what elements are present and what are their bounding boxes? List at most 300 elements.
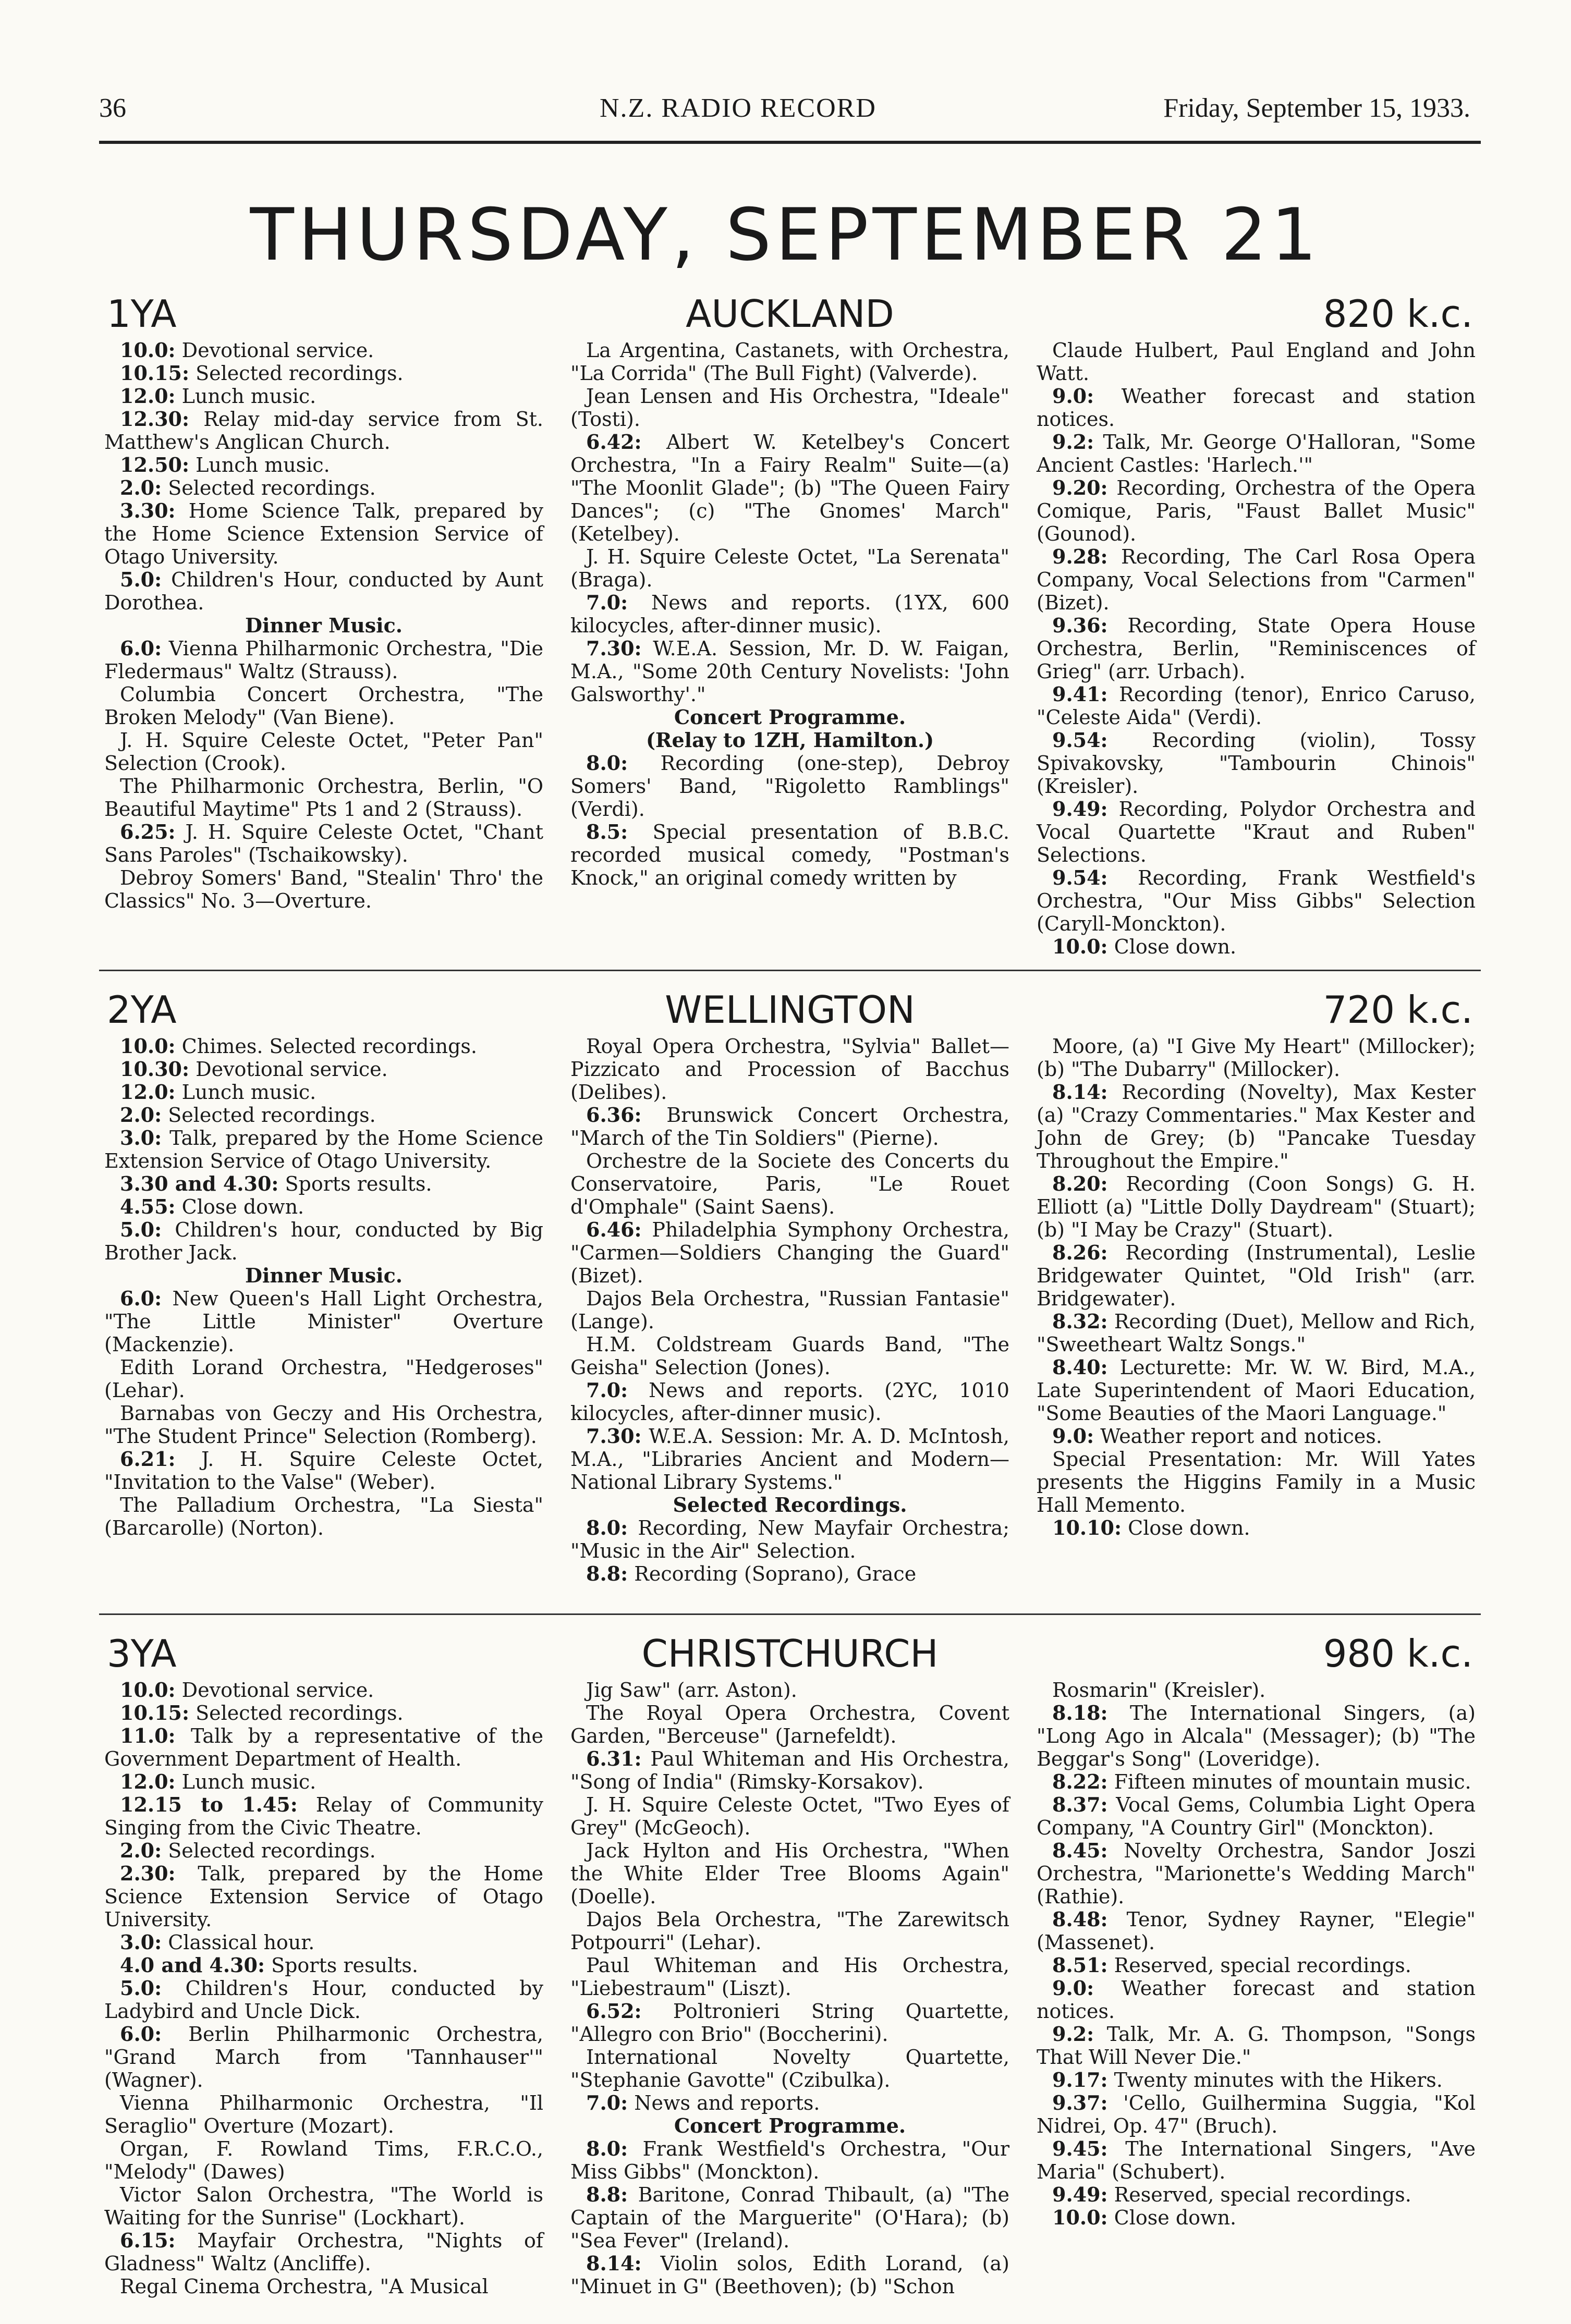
programme-entry (1037, 1954, 1476, 1977)
page-number: 36 (99, 93, 126, 123)
programme-entry (104, 1195, 543, 1218)
programme-entry (570, 2046, 1009, 2091)
entry-text: Recording (Coon Songs) G. H. Elliott (a) "Little Dolly Daydream" (Stuart); (b) "I May be Crazy" (Stuart). (1037, 1172, 1476, 1241)
entry-text: Dinner Music. (245, 614, 403, 637)
programme-entry (1037, 1702, 1476, 1770)
entry-text: Close down. (1114, 935, 1237, 958)
programme-entry (104, 499, 543, 568)
entry-text: J. H. Squire Celeste Octet, "La Serenata" (Braga). (570, 545, 1009, 591)
entry-text: Recording, New Mayfair Orchestra; "Music in the Air" Selection. (570, 1516, 1009, 1562)
entry-time: 9.49: (1052, 797, 1108, 821)
entry-time: 12.30: (120, 407, 190, 431)
entry-text: Recording, Frank Westfield's Orchestra, "Our Miss Gibbs" Selection (Caryll-Monckton). (1037, 866, 1476, 935)
entry-text: Recording (violin), Tossy Spivakovsky, "Tambourin Chinois" (Kreisler). (1037, 729, 1476, 798)
programme-entry (104, 2275, 543, 2298)
entry-text: Jean Lensen and His Orchestra, "Ideale" (Tosti). (570, 385, 1009, 431)
programme-entry (1037, 431, 1476, 476)
programme-entry (1037, 1356, 1476, 1425)
entry-text: Vienna Philharmonic Orchestra, "Die Fledermaus" Waltz (Strauss). (104, 637, 543, 683)
programme-entry (104, 476, 543, 499)
programme-entry (104, 1702, 543, 1724)
entry-time: 4.0 and 4.30: (120, 1953, 265, 1977)
programme-entry (570, 1333, 1009, 1379)
entry-text: Lunch music. (181, 385, 316, 408)
programme-entry (104, 2091, 543, 2137)
entry-text: Regal Cinema Orchestra, "A Musical (120, 2275, 489, 2298)
call-sign: 1YA (107, 292, 177, 336)
programme-entry (570, 637, 1009, 706)
programme-entry (104, 637, 543, 683)
entry-text: Recording (Duet), Mellow and Rich, "Sweetheart Waltz Songs." (1037, 1310, 1476, 1356)
programme-entry (570, 1035, 1009, 1104)
programme-entry (104, 1127, 543, 1172)
programme-entry (104, 1058, 543, 1081)
programme-column (570, 1035, 1009, 1585)
frequency: 980 k.c. (1323, 1632, 1473, 1675)
entry-time: 8.22: (1052, 1770, 1108, 1793)
entry-time: 9.36: (1052, 614, 1108, 637)
programme-entry (570, 1516, 1009, 1562)
frequency: 820 k.c. (1323, 292, 1473, 336)
entry-time: 9.2: (1052, 2022, 1094, 2046)
programme-entry (1037, 2183, 1476, 2206)
programme-entry (1037, 935, 1476, 958)
programme-entry (570, 385, 1009, 431)
entry-time: 10.30: (120, 1057, 190, 1081)
entry-time: 9.17: (1052, 2068, 1108, 2091)
entry-text: The Royal Opera Orchestra, Covent Garden, "Berceuse" (Jarnefeldt). (570, 1702, 1009, 1747)
entry-time: 11.0: (120, 1724, 176, 1747)
section-rule (99, 1613, 1481, 1615)
programme-entry (570, 1425, 1009, 1494)
programme-entry (1037, 798, 1476, 866)
entry-time: 6.46: (586, 1218, 642, 1241)
entry-text: Selected recordings. (168, 476, 376, 499)
entry-text: Weather forecast and station notices. (1037, 1977, 1476, 2023)
entry-time: 3.30: (120, 499, 176, 522)
entry-text: Lunch music. (196, 454, 330, 476)
magazine-title: N.Z. RADIO RECORD (600, 93, 876, 123)
entry-text: Recording (Novelty), Max Kester (a) "Crazy Commentaries." Max Kester and John de Grey; (b) "Pancake Tuesday Throughout the Empire." (1037, 1081, 1476, 1172)
entry-time: 8.18: (1052, 1701, 1108, 1724)
entry-text: Lecturette: Mr. W. W. Bird, M.A., Late Superintendent of Maori Education, "Some Beauties of the Maori Language." (1037, 1356, 1476, 1425)
entry-text: Recording (tenor), Enrico Caruso, "Celeste Aida" (Verdi). (1037, 683, 1476, 729)
entry-text: Recording, State Opera House Orchestra, Berlin, "Reminiscences of Grieg" (arr. Urbach). (1037, 614, 1476, 683)
programme-entry (104, 1494, 543, 1539)
entry-text: Weather report and notices. (1100, 1425, 1382, 1448)
page-header (99, 93, 1486, 129)
programme-entry (1037, 1241, 1476, 1310)
programme-entry (570, 339, 1009, 385)
entry-text: Talk, Mr. George O'Halloran, "Some Ancient Castles: 'Harlech.'" (1037, 431, 1476, 476)
entry-text: Sports results. (285, 1172, 432, 1195)
entry-text: Special presentation of B.B.C. recorded musical comedy, "Postman's Knock," an original comedy written by (570, 821, 1009, 889)
programme-entry (1037, 1977, 1476, 2023)
programme-column (104, 1035, 543, 1585)
entry-text: Special Presentation: Mr. Will Yates presents the Higgins Family in a Music Hall Memento. (1037, 1448, 1476, 1516)
programme-entry (104, 339, 543, 362)
entry-text: Claude Hulbert, Paul England and John Watt. (1037, 339, 1476, 385)
entry-text: International Novelty Quartette, "Stephanie Gavotte" (Czibulka). (570, 2046, 1009, 2091)
entry-text: Close down. (181, 1195, 305, 1218)
entry-text: The International Singers, (a) "Long Ago in Alcala" (Messager); (b) "The Beggar's Song" (Loveridge). (1037, 1702, 1476, 1770)
entry-text: News and reports. (2YC, 1010 kilocycles, after-dinner music). (570, 1379, 1009, 1425)
programme-entry (104, 821, 543, 866)
programme-entry (570, 1954, 1009, 2000)
entry-time: 12.50: (120, 453, 190, 476)
entry-time: 8.8: (586, 2183, 628, 2206)
entry-text: The Philharmonic Orchestra, Berlin, "O Beautiful Maytime" Pts 1 and 2 (Strauss). (104, 775, 543, 821)
entry-text: Talk, Mr. A. G. Thompson, "Songs That Will Never Die." (1037, 2023, 1476, 2069)
entry-text: Relay of Community Singing from the Civic Theatre. (104, 1793, 543, 1839)
entry-text: Paul Whiteman and His Orchestra, "Song of India" (Rimsky-Korsakov). (570, 1747, 1009, 1793)
day-banner: THURSDAY, SEPTEMBER 21 (250, 193, 1321, 277)
entry-text: Berlin Philharmonic Orchestra, "Grand March from 'Tannhauser'" (Wagner). (104, 2023, 543, 2091)
programme-entry (104, 775, 543, 821)
entry-time: 12.0: (120, 1770, 176, 1793)
programme-entry (570, 545, 1009, 591)
entry-time: 6.25: (120, 820, 176, 843)
programme-entry (104, 1679, 543, 1702)
programme-entry (1037, 1839, 1476, 1908)
programme-entry (570, 1379, 1009, 1425)
entry-time: 10.15: (120, 361, 190, 385)
entry-time: 8.0: (586, 1516, 628, 1539)
programme-entry (1037, 1035, 1476, 1081)
entry-text: Philadelphia Symphony Orchestra, "Carmen—Soldiers Changing the Guard" (Bizet). (570, 1218, 1009, 1287)
entry-time: 9.45: (1052, 2137, 1108, 2160)
entry-text: The International Singers, "Ave Maria" (Schubert). (1037, 2137, 1476, 2183)
entry-time: 8.45: (1052, 1839, 1108, 1862)
programme-column (1037, 1679, 1476, 2298)
entry-text: Organ, F. Rowland Tims, F.R.C.O., "Melody" (Dawes) (104, 2137, 543, 2183)
entry-text: Novelty Orchestra, Sandor Joszi Orchestra, "Marionette's Wedding March" (Rathie). (1037, 1839, 1476, 1908)
entry-time: 12.0: (120, 384, 176, 408)
entry-time: 9.54: (1052, 728, 1108, 752)
programme-entry (1037, 1908, 1476, 1954)
entry-text: Weather forecast and station notices. (1037, 385, 1476, 431)
entry-time: 9.0: (1052, 1424, 1094, 1448)
entry-text: Talk, prepared by the Home Science Extension Service of Otago University. (104, 1127, 543, 1172)
entry-text: J. H. Squire Celeste Octet, "Chant Sans Paroles" (Tschaikowsky). (104, 821, 543, 866)
programme-entry (104, 1035, 543, 1058)
entry-text: News and reports. (1YX, 600 kilocycles, after-dinner music). (570, 591, 1009, 637)
entry-text: Tenor, Sydney Rayner, "Elegie" (Massenet). (1037, 1908, 1476, 1954)
entry-time: 8.48: (1052, 1907, 1108, 1931)
entry-text: Selected recordings. (168, 1104, 376, 1127)
entry-text: Devotional service. (181, 339, 374, 362)
entry-text: News and reports. (634, 2091, 820, 2114)
entry-text: Children's hour, conducted by Big Brother Jack. (104, 1218, 543, 1264)
station-3ya (99, 1632, 1481, 2298)
entry-text: J. H. Squire Celeste Octet, "Two Eyes of Grey" (McGeoch). (570, 1793, 1009, 1839)
entry-text: Debroy Somers' Band, "Stealin' Thro' the Classics" No. 3—Overture. (104, 866, 543, 912)
station-heading (99, 1632, 1481, 1679)
programme-entry (570, 1218, 1009, 1287)
entry-text: Recording (Instrumental), Leslie Bridgewater Quintet, "Old Irish" (arr. Bridgewater). (1037, 1241, 1476, 1310)
city-name: WELLINGTON (665, 988, 915, 1032)
entry-time: 2.0: (120, 1103, 162, 1127)
programme-entry (1037, 545, 1476, 614)
entry-text: Close down. (1128, 1516, 1250, 1539)
city-name: CHRISTCHURCH (641, 1632, 939, 1675)
city-name: AUCKLAND (686, 292, 894, 336)
programme-entry (104, 385, 543, 408)
sub-heading (570, 706, 1009, 729)
entry-text: Fifteen minutes of mountain music. (1114, 1770, 1471, 1793)
entry-time: 2.0: (120, 476, 162, 499)
programme-entry (104, 683, 543, 729)
sub-heading (104, 1264, 543, 1287)
programme-entry (104, 1402, 543, 1448)
entry-time: 8.37: (1052, 1793, 1108, 1816)
entry-time: 10.0: (1052, 2206, 1108, 2229)
programme-entry (1037, 1081, 1476, 1172)
entry-text: Royal Opera Orchestra, "Sylvia" Ballet—Pizzicato and Procession of Bacchus (Delibes). (570, 1035, 1009, 1104)
entry-text: Reserved, special recordings. (1114, 1954, 1411, 1977)
entry-time: 3.0: (120, 1930, 162, 1954)
programme-entry (104, 1172, 543, 1195)
programme-entry (1037, 614, 1476, 683)
entry-time: 6.21: (120, 1447, 176, 1471)
programme-entry (1037, 2206, 1476, 2229)
entry-text: Recording (one-step), Debroy Somers' Band, "Rigoletto Ramblings" (Verdi). (570, 752, 1009, 821)
programme-column (570, 339, 1009, 958)
entry-time: 9.54: (1052, 866, 1108, 889)
entry-text: Home Science Talk, prepared by the Home Science Extension Service of Otago University. (104, 499, 543, 568)
programme-entry (570, 2000, 1009, 2046)
entry-text: Concert Programme. (674, 705, 906, 729)
programme-entry (570, 1287, 1009, 1333)
entry-time: 8.20: (1052, 1172, 1108, 1195)
entry-text: Edith Lorand Orchestra, "Hedgeroses" (Lehar). (104, 1356, 543, 1402)
station-2ya (99, 988, 1481, 1585)
programme-entry (1037, 339, 1476, 385)
entry-text: Devotional service. (196, 1058, 388, 1081)
entry-time: 10.0: (120, 1678, 176, 1702)
programme-entry (104, 362, 543, 385)
entry-text: Twenty minutes with the Hikers. (1114, 2069, 1443, 2091)
entry-time: 9.28: (1052, 545, 1108, 568)
entry-time: 12.15 to 1.45: (120, 1793, 298, 1816)
programme-entry (570, 1149, 1009, 1218)
programme-entry (570, 1679, 1009, 1702)
entry-text: Recording, Polydor Orchestra and Vocal Quartette "Kraut and Ruben" Selections. (1037, 798, 1476, 866)
entry-text: Dajos Bela Orchestra, "Russian Fantasie" (Lange). (570, 1287, 1009, 1333)
programme-entry (570, 2137, 1009, 2183)
entry-text: Baritone, Conrad Thibault, (a) "The Captain of the Marguerite" (O'Hara); (b) "Sea Fever" (Ireland). (570, 2183, 1009, 2252)
entry-text: W.E.A. Session: Mr. A. D. McIntosh, M.A., "Libraries Ancient and Modern—National Library Systems." (570, 1425, 1009, 1494)
entry-time: 3.0: (120, 1126, 162, 1149)
entry-text: Frank Westfield's Orchestra, "Our Miss Gibbs" (Monckton). (570, 2137, 1009, 2183)
entry-text: J. H. Squire Celeste Octet, "Peter Pan" Selection (Crook). (104, 729, 543, 775)
entry-text: Moore, (a) "I Give My Heart" (Millocker); (b) "The Dubarry" (Millocker). (1037, 1035, 1476, 1081)
entry-time: 9.0: (1052, 1976, 1094, 2000)
entry-time: 7.0: (586, 1378, 628, 1402)
programme-entry (570, 591, 1009, 637)
programme-entry (104, 1218, 543, 1264)
entry-text: 'Cello, Guilhermina Suggia, "Kol Nidrei, Op. 47" (Bruch). (1037, 2091, 1476, 2137)
programme-entry (1037, 1425, 1476, 1448)
sub-heading (104, 614, 543, 637)
sub-heading (570, 1494, 1009, 1516)
entry-text: Children's Hour, conducted by Ladybird and Uncle Dick. (104, 1977, 543, 2023)
entry-time: 9.20: (1052, 476, 1108, 499)
entry-text: Jig Saw" (arr. Aston). (586, 1679, 797, 1702)
programme-entry (1037, 1770, 1476, 1793)
programme-entry (570, 2091, 1009, 2114)
entry-time: 5.0: (120, 568, 162, 591)
programme-entry (104, 1081, 543, 1104)
programme-entry (570, 1562, 1009, 1585)
entry-time: 8.40: (1052, 1355, 1108, 1379)
entry-time: 8.5: (586, 820, 628, 843)
entry-time: 6.42: (586, 430, 642, 454)
entry-time: 2.0: (120, 1839, 162, 1862)
entry-time: 7.30: (586, 1424, 642, 1448)
entry-time: 8.26: (1052, 1241, 1108, 1264)
entry-text: Classical hour. (168, 1931, 315, 1954)
entry-time: 6.15: (120, 2229, 176, 2252)
entry-text: J. H. Squire Celeste Octet, "Invitation to the Valse" (Weber). (104, 1448, 543, 1494)
issue-date: Friday, September 15, 1933. (1163, 93, 1470, 123)
call-sign: 3YA (107, 1632, 177, 1675)
entry-time: 2.30: (120, 1862, 176, 1885)
entry-text: The Palladium Orchestra, "La Siesta" (Barcarolle) (Norton). (104, 1494, 543, 1539)
entry-text: H.M. Coldstream Guards Band, "The Geisha" Selection (Jones). (570, 1333, 1009, 1379)
entry-text: Lunch music. (181, 1770, 316, 1793)
programme-entry (104, 568, 543, 614)
entry-time: 6.0: (120, 637, 162, 660)
entry-time: 10.10: (1052, 1516, 1122, 1539)
entry-text: Devotional service. (181, 1679, 374, 1702)
frequency: 720 k.c. (1323, 988, 1473, 1032)
entry-text: Talk by a representative of the Government Department of Health. (104, 1724, 543, 1770)
entry-text: Mayfair Orchestra, "Nights of Gladness" Waltz (Ancliffe). (104, 2229, 543, 2275)
programme-entry (104, 1724, 543, 1770)
entry-time: 3.30 and 4.30: (120, 1172, 279, 1195)
programme-entry (104, 2023, 543, 2091)
entry-text: Relay mid-day service from St. Matthew's Anglican Church. (104, 408, 543, 454)
entry-text: Sports results. (271, 1954, 418, 1977)
entry-time: 9.0: (1052, 384, 1094, 408)
entry-text: Paul Whiteman and His Orchestra, "Liebestraum" (Liszt). (570, 1954, 1009, 2000)
entry-text: Recording, The Carl Rosa Opera Company, Vocal Selections from "Carmen" (Bizet). (1037, 545, 1476, 614)
programme-entry (1037, 1172, 1476, 1241)
entry-text: Orchestre de la Societe des Concerts du Conservatoire, Paris, "Le Rouet d'Omphale" (Saint Saens). (570, 1149, 1009, 1218)
programme-entry (1037, 866, 1476, 935)
sub-heading (570, 2114, 1009, 2137)
entry-time: 6.36: (586, 1103, 642, 1127)
entry-time: 9.41: (1052, 682, 1108, 706)
entry-time: 6.52: (586, 1999, 642, 2023)
entry-text: Talk, prepared by the Home Science Extension Service of Otago University. (104, 1862, 543, 1931)
programme-entry (104, 1977, 543, 2023)
entry-text: W.E.A. Session, Mr. D. W. Faigan, M.A., "Some 20th Century Novelists: 'John Galsworthy'." (570, 637, 1009, 706)
programme-entry (570, 1702, 1009, 1747)
entry-time: 6.0: (120, 2022, 162, 2046)
entry-time: 9.49: (1052, 2183, 1108, 2206)
entry-time: 10.0: (120, 338, 176, 362)
entry-text: Columbia Concert Orchestra, "The Broken Melody" (Van Biene). (104, 683, 543, 729)
entry-text: Albert W. Ketelbey's Concert Orchestra, "In a Fairy Realm" Suite—(a) "The Moonlit Glade"; (b) "The Queen Fairy Dances"; (c) "The Gnomes' March" (Ketelbey). (570, 431, 1009, 545)
entry-text: Brunswick Concert Orchestra, "March of the Tin Soldiers" (Pierne). (570, 1104, 1009, 1149)
entry-text: Selected recordings. (196, 1702, 404, 1724)
programme-entry (1037, 2137, 1476, 2183)
entry-time: 7.30: (586, 637, 642, 660)
entry-time: 8.32: (1052, 1310, 1108, 1333)
programme-entry (1037, 683, 1476, 729)
programme-entry (104, 1356, 543, 1402)
programme-column (104, 339, 543, 958)
programme-entry (104, 866, 543, 912)
entry-time: 8.8: (586, 1562, 628, 1585)
entry-text: Poltronieri String Quartette, "Allegro con Brio" (Boccherini). (570, 2000, 1009, 2046)
programme-entry (104, 1448, 543, 1494)
entry-time: 10.0: (120, 1034, 176, 1058)
entry-text: Rosmarin" (Kreisler). (1052, 1679, 1266, 1702)
programme-entry (1037, 1679, 1476, 1702)
entry-time: 12.0: (120, 1080, 176, 1104)
entry-time: 9.37: (1052, 2091, 1108, 2114)
station-heading (99, 988, 1481, 1035)
entry-text: Concert Programme. (674, 2114, 906, 2137)
entry-text: Chimes. Selected recordings. (181, 1035, 477, 1058)
entry-time: 8.0: (586, 2137, 628, 2160)
header-rule (99, 141, 1481, 144)
programme-entry (1037, 385, 1476, 431)
entry-text: Lunch music. (181, 1081, 316, 1104)
entry-text: Reserved, special recordings. (1114, 2183, 1411, 2206)
entry-time: 8.51: (1052, 1953, 1108, 1977)
entry-time: 6.31: (586, 1747, 642, 1770)
programme-column (1037, 339, 1476, 958)
entry-time: 8.14: (1052, 1080, 1108, 1104)
entry-text: (Relay to 1ZH, Hamilton.) (646, 728, 934, 752)
entry-text: New Queen's Hall Light Orchestra, "The Little Minister" Overture (Mackenzie). (104, 1287, 543, 1356)
programme-entry (570, 431, 1009, 545)
programme-entry (570, 2183, 1009, 2252)
entry-text: Children's Hour, conducted by Aunt Dorothea. (104, 568, 543, 614)
programme-entry (104, 2183, 543, 2229)
entry-text: Vocal Gems, Columbia Light Opera Company, "A Country Girl" (Monckton). (1037, 1793, 1476, 1839)
programme-entry (570, 1839, 1009, 1908)
programme-entry (1037, 2069, 1476, 2091)
station-1ya (99, 292, 1481, 958)
programme-entry (104, 1954, 543, 1977)
entry-text: Jack Hylton and His Orchestra, "When the White Elder Tree Blooms Again" (Doelle). (570, 1839, 1009, 1908)
section-rule (99, 970, 1481, 971)
programme-column (570, 1679, 1009, 2298)
programme-entry (1037, 2023, 1476, 2069)
programme-entry (1037, 1310, 1476, 1356)
entry-time: 8.0: (586, 751, 628, 775)
programme-entry (104, 1104, 543, 1127)
programme-entry (104, 2137, 543, 2183)
call-sign: 2YA (107, 988, 177, 1032)
programme-entry (570, 821, 1009, 889)
station-heading (99, 292, 1481, 339)
entry-text: Recording (Soprano), Grace (634, 1562, 917, 1585)
entry-time: 5.0: (120, 1218, 162, 1241)
programme-entry (104, 729, 543, 775)
programme-entry (104, 1287, 543, 1356)
programme-entry (104, 408, 543, 454)
programme-entry (570, 1747, 1009, 1793)
programme-entry (104, 1862, 543, 1931)
programme-entry (570, 1104, 1009, 1149)
entry-text: Victor Salon Orchestra, "The World is Waiting for the Sunrise" (Lockhart). (104, 2183, 543, 2229)
